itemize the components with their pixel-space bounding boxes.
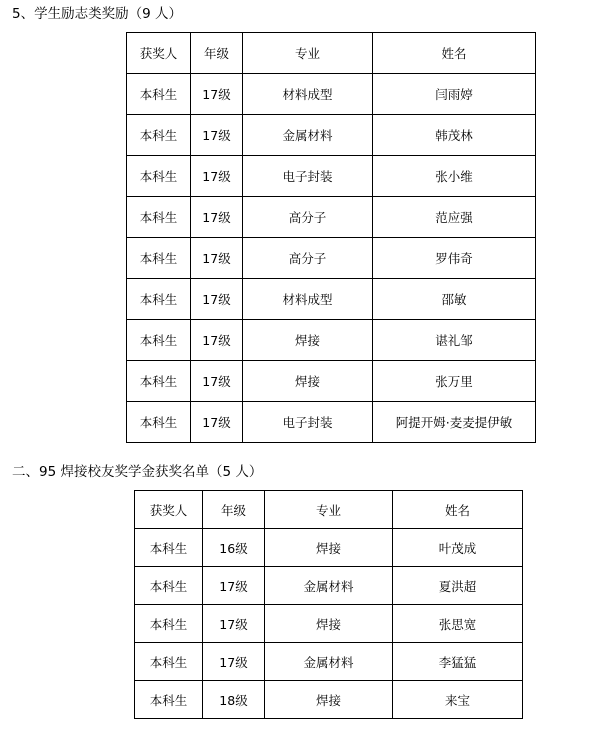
cell-grade: 17级 xyxy=(191,238,243,279)
cell-grade: 17级 xyxy=(191,74,243,115)
table-row xyxy=(127,279,536,320)
cell-recipient-type: 本科生 xyxy=(127,320,191,361)
cell-major: 高分子 xyxy=(243,238,373,279)
column-header-grade: 年级 xyxy=(191,33,243,74)
table-row xyxy=(127,402,536,443)
cell-name: 邵敏 xyxy=(373,279,536,320)
column-header-name: 姓名 xyxy=(393,491,523,529)
cell-recipient-type: 本科生 xyxy=(127,74,191,115)
table-row xyxy=(135,605,523,643)
cell-name: 张小维 xyxy=(373,156,536,197)
cell-recipient-type: 本科生 xyxy=(127,238,191,279)
cell-name: 韩茂林 xyxy=(373,115,536,156)
table-header-row xyxy=(127,33,536,74)
table-body xyxy=(127,33,536,443)
cell-major: 金属材料 xyxy=(265,643,393,681)
cell-grade: 17级 xyxy=(191,402,243,443)
cell-name: 范应强 xyxy=(373,197,536,238)
cell-grade: 17级 xyxy=(203,605,265,643)
cell-major: 金属材料 xyxy=(243,115,373,156)
column-header-name: 姓名 xyxy=(373,33,536,74)
column-header-major: 专业 xyxy=(265,491,393,529)
cell-major: 材料成型 xyxy=(243,74,373,115)
cell-name: 来宝 xyxy=(393,681,523,719)
table-row xyxy=(135,529,523,567)
cell-major: 材料成型 xyxy=(243,279,373,320)
cell-grade: 17级 xyxy=(191,320,243,361)
table-row xyxy=(127,115,536,156)
cell-recipient-type: 本科生 xyxy=(127,361,191,402)
cell-grade: 17级 xyxy=(191,156,243,197)
student-motivation-awards-table-wrapper xyxy=(126,32,536,443)
cell-recipient-type: 本科生 xyxy=(127,115,191,156)
cell-name: 夏洪超 xyxy=(393,567,523,605)
cell-name: 谌礼邹 xyxy=(373,320,536,361)
table-row xyxy=(127,361,536,402)
cell-grade: 17级 xyxy=(203,567,265,605)
cell-grade: 18级 xyxy=(203,681,265,719)
cell-major: 金属材料 xyxy=(265,567,393,605)
table-row xyxy=(127,197,536,238)
cell-recipient-type: 本科生 xyxy=(127,197,191,238)
cell-recipient-type: 本科生 xyxy=(135,643,203,681)
section-heading-welding-alumni-scholarship: 二、95 焊接校友奖学金获奖名单（5 人） xyxy=(12,464,263,480)
cell-major: 电子封装 xyxy=(243,402,373,443)
cell-name: 阿提开姆·麦麦提伊敏 xyxy=(373,402,536,443)
cell-name: 张万里 xyxy=(373,361,536,402)
cell-name: 张思宽 xyxy=(393,605,523,643)
table-row xyxy=(135,643,523,681)
cell-major: 焊接 xyxy=(265,681,393,719)
table-row xyxy=(127,320,536,361)
student-motivation-awards-table xyxy=(126,32,536,443)
cell-major: 焊接 xyxy=(265,605,393,643)
cell-name: 罗伟奇 xyxy=(373,238,536,279)
column-header-major: 专业 xyxy=(243,33,373,74)
table-header-row xyxy=(135,491,523,529)
cell-grade: 17级 xyxy=(191,361,243,402)
welding-alumni-scholarship-table-wrapper xyxy=(134,490,523,719)
cell-recipient-type: 本科生 xyxy=(135,529,203,567)
cell-major: 焊接 xyxy=(265,529,393,567)
column-header-recipient-type: 获奖人 xyxy=(135,491,203,529)
column-header-recipient-type: 获奖人 xyxy=(127,33,191,74)
cell-major: 焊接 xyxy=(243,361,373,402)
cell-grade: 17级 xyxy=(203,643,265,681)
cell-major: 焊接 xyxy=(243,320,373,361)
cell-recipient-type: 本科生 xyxy=(135,681,203,719)
cell-grade: 17级 xyxy=(191,279,243,320)
table-row xyxy=(135,567,523,605)
cell-name: 闫雨婷 xyxy=(373,74,536,115)
cell-name: 叶茂成 xyxy=(393,529,523,567)
cell-name: 李猛猛 xyxy=(393,643,523,681)
cell-major: 高分子 xyxy=(243,197,373,238)
welding-alumni-scholarship-table xyxy=(134,490,523,719)
cell-grade: 17级 xyxy=(191,197,243,238)
cell-major: 电子封装 xyxy=(243,156,373,197)
cell-recipient-type: 本科生 xyxy=(135,605,203,643)
section-heading-student-motivation-awards: 5、学生励志类奖励（9 人） xyxy=(12,6,182,22)
table-row xyxy=(135,681,523,719)
cell-recipient-type: 本科生 xyxy=(127,402,191,443)
table-row xyxy=(127,156,536,197)
cell-recipient-type: 本科生 xyxy=(135,567,203,605)
cell-recipient-type: 本科生 xyxy=(127,156,191,197)
cell-grade: 17级 xyxy=(191,115,243,156)
table-row xyxy=(127,238,536,279)
table-body xyxy=(135,491,523,719)
cell-recipient-type: 本科生 xyxy=(127,279,191,320)
table-row xyxy=(127,74,536,115)
column-header-grade: 年级 xyxy=(203,491,265,529)
cell-grade: 16级 xyxy=(203,529,265,567)
